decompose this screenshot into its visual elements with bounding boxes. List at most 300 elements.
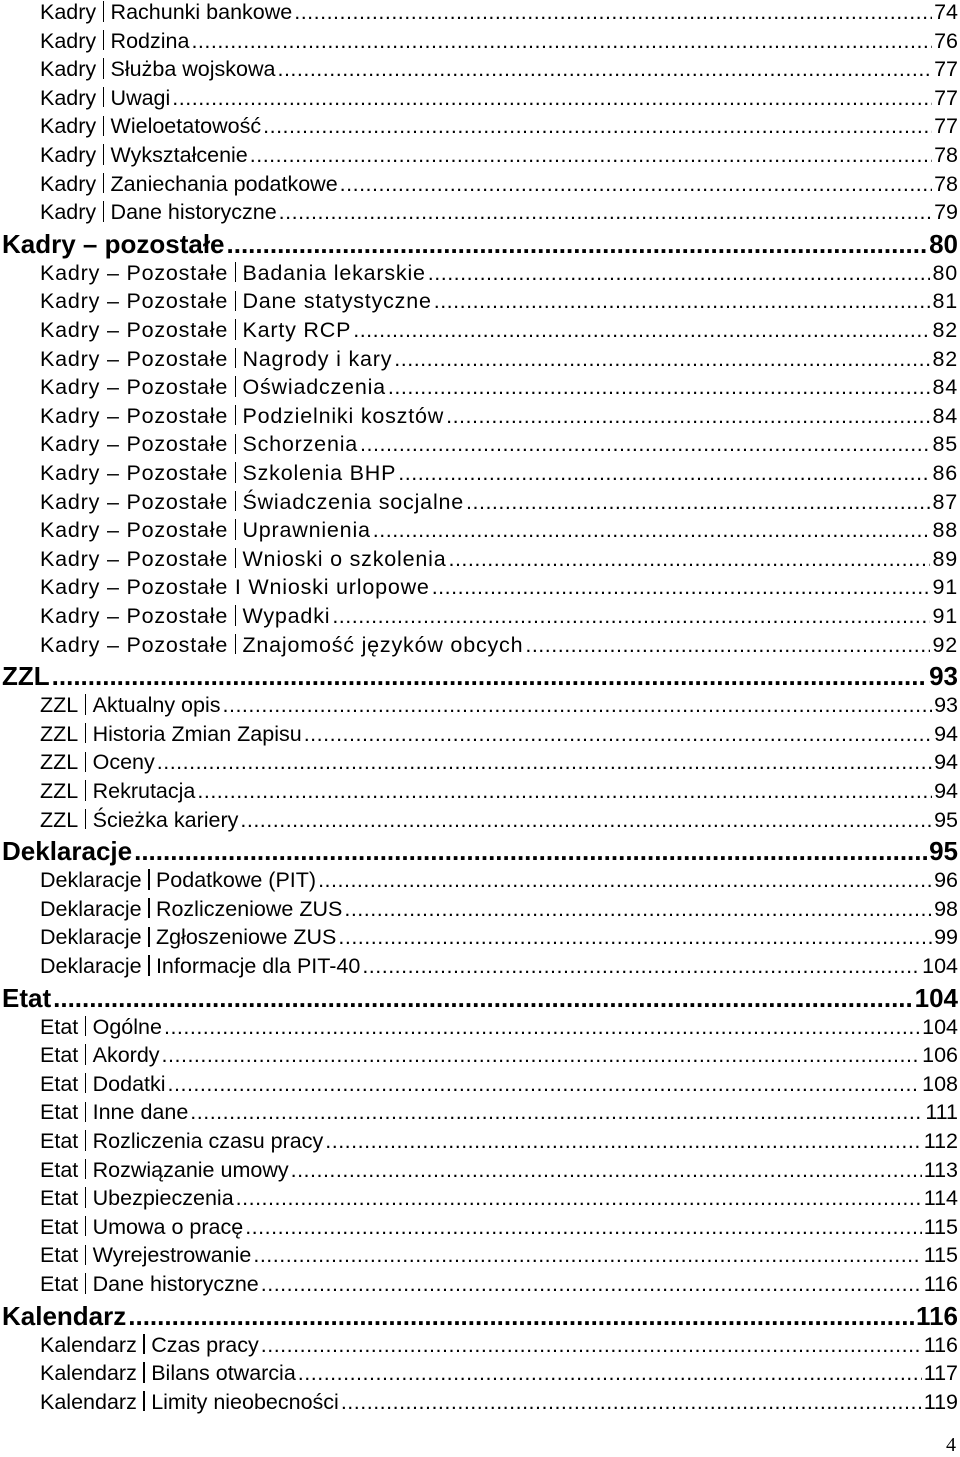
toc-page-number: 87 xyxy=(932,489,958,514)
toc-page-number: 91 xyxy=(932,575,958,600)
toc-page-number: 112 xyxy=(923,1129,958,1153)
toc-page-number: 84 xyxy=(932,403,958,428)
dot-leader xyxy=(344,897,932,922)
dot-leader xyxy=(448,547,930,572)
toc-page-number: 99 xyxy=(934,925,958,950)
toc-entry[interactable] xyxy=(40,633,958,661)
toc-entry-text: Ogólne xyxy=(92,1014,162,1039)
toc-entry[interactable] xyxy=(40,575,958,603)
toc-entry[interactable] xyxy=(40,868,958,896)
dot-leader xyxy=(240,808,932,833)
toc-entry-label xyxy=(40,897,342,922)
toc-page-number: 94 xyxy=(934,750,958,775)
toc-entry-text: Kadry – Pozostałe xyxy=(40,432,229,457)
toc-page-number: 106 xyxy=(922,1043,958,1068)
toc-entry[interactable] xyxy=(40,143,958,171)
toc-entry-label xyxy=(40,1333,259,1358)
toc-entry-text: Uprawnienia xyxy=(242,518,371,543)
toc-entry-text: Dodatki xyxy=(92,1071,166,1096)
separator-bar xyxy=(85,1216,87,1236)
toc-entry[interactable] xyxy=(40,289,958,317)
toc-entry-label xyxy=(40,633,523,658)
toc-entry-text: Rozliczenia czasu pracy xyxy=(92,1129,324,1153)
separator-bar xyxy=(85,1102,87,1122)
dot-leader xyxy=(304,722,932,747)
toc-entry[interactable] xyxy=(40,261,958,289)
toc-entry-label xyxy=(40,1072,166,1097)
toc-page-number: 80 xyxy=(929,228,958,259)
dot-leader xyxy=(245,1215,922,1240)
separator-bar xyxy=(143,1362,145,1382)
toc-page-number: 113 xyxy=(923,1157,958,1182)
dot-leader xyxy=(360,432,930,457)
toc-entry[interactable] xyxy=(40,1361,958,1389)
dot-leader xyxy=(223,693,933,718)
separator-bar xyxy=(235,434,237,454)
separator-bar xyxy=(235,262,237,282)
separator-bar xyxy=(235,376,237,396)
separator-bar xyxy=(235,405,237,425)
separator-bar xyxy=(85,752,87,772)
toc-page-number: 92 xyxy=(932,632,958,657)
dot-leader xyxy=(325,1129,921,1154)
toc-entry-label xyxy=(40,1043,160,1068)
toc-entry-label xyxy=(40,518,371,543)
toc-entry-text: Kadry xyxy=(40,0,97,24)
toc-entry-label xyxy=(40,1243,251,1268)
separator-bar xyxy=(148,898,150,918)
toc-entry-text: Etat xyxy=(40,1243,79,1268)
toc-entry-text: Oświadczenia xyxy=(242,375,386,400)
toc-entry-text: Kadry – Pozostałe xyxy=(40,375,229,400)
toc-entry-text: Umowa o pracę xyxy=(92,1214,244,1239)
dot-leader xyxy=(434,289,931,314)
toc-entry[interactable] xyxy=(40,1015,958,1043)
toc-entry-text: Etat xyxy=(2,982,52,1013)
separator-bar xyxy=(85,1044,87,1064)
dot-leader xyxy=(227,229,928,260)
toc-entry-text: Kadry – Pozostałe I Wnioski urlopowe xyxy=(40,575,430,600)
toc-entry-label xyxy=(40,432,358,457)
toc-entry-text: ZZL xyxy=(40,693,79,718)
toc-entry-text: ZZL xyxy=(40,750,79,775)
toc-entry[interactable] xyxy=(40,114,958,142)
toc-entry-text: Kadry – Pozostałe xyxy=(40,518,229,543)
toc-page-number: 94 xyxy=(934,721,958,746)
separator-bar xyxy=(103,116,105,136)
toc-entry[interactable] xyxy=(40,518,958,546)
dot-leader xyxy=(236,1186,922,1211)
toc-page-number: 93 xyxy=(934,693,958,718)
toc-entry-label xyxy=(40,693,221,718)
dot-leader xyxy=(157,750,932,775)
toc-page-number: 89 xyxy=(932,546,958,571)
dot-leader xyxy=(197,779,932,804)
toc-page-number: 91 xyxy=(932,604,958,628)
toc-entry-text: Deklaracje xyxy=(40,868,142,893)
dot-leader xyxy=(388,375,931,400)
separator-bar xyxy=(103,201,105,221)
toc-entry-text: Kadry xyxy=(40,28,97,53)
toc-entry-label xyxy=(40,808,238,833)
toc-entry-text: Kadry xyxy=(40,114,97,139)
toc-entry-label xyxy=(40,318,351,343)
toc-entry[interactable] xyxy=(40,404,958,432)
dot-leader xyxy=(294,0,932,25)
toc-entry-label xyxy=(40,1015,162,1040)
toc-entry-text: Deklaracje xyxy=(40,954,142,978)
toc-entry[interactable] xyxy=(40,1186,958,1214)
toc-entry-text: Inne dane xyxy=(92,1100,189,1125)
toc-entry-label xyxy=(40,547,446,572)
separator-bar xyxy=(103,87,105,107)
toc-entry[interactable] xyxy=(40,808,958,836)
toc-page-number: 104 xyxy=(914,982,958,1013)
toc-page-number: 79 xyxy=(934,200,958,225)
toc-page-number: 93 xyxy=(929,661,958,692)
toc-entry-label xyxy=(40,604,330,629)
separator-bar xyxy=(235,462,237,482)
toc-page-number: 95 xyxy=(929,836,958,867)
toc-page-number: 78 xyxy=(934,171,958,196)
toc-entry-text: Kalendarz xyxy=(40,1361,137,1386)
toc-entry-text: Wyrejestrowanie xyxy=(92,1243,252,1268)
toc-entry-text: Kadry – Pozostałe xyxy=(40,546,229,571)
separator-bar xyxy=(235,605,237,625)
separator-bar xyxy=(103,30,105,50)
dot-leader xyxy=(261,1272,922,1297)
separator-bar xyxy=(85,809,87,829)
toc-entry-text: Kadry xyxy=(40,85,97,110)
toc-entry[interactable] xyxy=(40,1043,958,1071)
toc-entry[interactable] xyxy=(40,1272,958,1300)
toc-entry-text: Bilans otwarcia xyxy=(151,1361,296,1386)
separator-bar xyxy=(85,1130,87,1150)
dot-leader xyxy=(162,1043,921,1068)
toc-entry[interactable] xyxy=(40,57,958,85)
separator-bar xyxy=(235,491,237,511)
toc-entry-label xyxy=(40,750,155,775)
dot-leader xyxy=(168,1072,921,1097)
toc-entry-text: Etat xyxy=(40,1071,79,1096)
toc-page-number: 77 xyxy=(934,85,958,110)
toc-entry-text: Nagrody i kary xyxy=(242,346,393,371)
toc-entry-text: Kadry – Pozostałe xyxy=(40,346,229,371)
toc-page-number: 116 xyxy=(923,1332,958,1357)
toc-entry-text: Świadczenia socjalne xyxy=(242,489,465,514)
toc-entry-text: Rachunki bankowe xyxy=(110,0,293,24)
toc-entry[interactable] xyxy=(40,461,958,489)
toc-entry[interactable] xyxy=(40,897,958,925)
toc-entry-label xyxy=(40,490,464,515)
dot-leader xyxy=(362,954,920,979)
toc-entry-text: Akordy xyxy=(92,1043,160,1068)
toc-entry-label xyxy=(40,1100,188,1125)
dot-leader xyxy=(298,1361,922,1386)
toc-entry[interactable] xyxy=(40,86,958,114)
toc-entry-text: Uwagi xyxy=(110,85,171,110)
separator-bar xyxy=(235,634,237,654)
toc-entry[interactable] xyxy=(40,750,958,778)
toc-entry-text: Etat xyxy=(40,1100,79,1125)
toc-entry-text: Czas pracy xyxy=(151,1332,259,1357)
toc-entry[interactable] xyxy=(40,1333,958,1361)
dot-leader xyxy=(250,143,932,168)
toc-entry-label xyxy=(40,143,248,168)
toc-entry-text: Zgłoszeniowe ZUS xyxy=(155,925,337,950)
toc-entry-label xyxy=(40,1129,323,1154)
dot-leader xyxy=(263,114,932,139)
toc-page-number: 85 xyxy=(932,432,958,457)
toc-entry[interactable] xyxy=(40,1129,958,1157)
separator-bar xyxy=(85,1273,87,1293)
toc-page-number: 77 xyxy=(934,57,958,82)
toc-entry[interactable] xyxy=(40,1390,958,1418)
dot-leader xyxy=(446,404,930,429)
toc-page-number: 98 xyxy=(934,896,958,921)
dot-leader xyxy=(52,661,927,692)
toc-entry-text: Ścieżka kariery xyxy=(92,807,239,832)
toc-entry-label xyxy=(40,1361,296,1386)
toc-page-number: 104 xyxy=(922,1014,958,1039)
toc-page-number: 114 xyxy=(923,1186,958,1211)
toc-entry-text: Wieloetatowość xyxy=(110,114,262,139)
toc-entry[interactable] xyxy=(40,1243,958,1271)
toc-entry-label xyxy=(2,661,50,692)
toc-entry-text: Informacje dla PIT-40 xyxy=(155,954,361,978)
toc-page-number: 80 xyxy=(932,260,958,285)
toc-entry-text: Etat xyxy=(40,1014,79,1039)
toc-entry-text: Kadry – Pozostałe xyxy=(40,632,229,657)
dot-leader xyxy=(279,200,932,225)
toc-section-entry[interactable] xyxy=(2,836,958,868)
toc-entry-label xyxy=(40,575,430,600)
toc-entry-label xyxy=(2,836,132,867)
toc-page-number: 84 xyxy=(932,375,958,400)
toc-entry-label xyxy=(2,1301,126,1332)
separator-bar xyxy=(148,955,150,975)
toc-entry-text: Służba wojskowa xyxy=(110,57,276,82)
separator-bar xyxy=(85,694,87,714)
dot-leader xyxy=(428,261,931,286)
separator-bar xyxy=(85,1187,87,1207)
toc-entry-text: Etat xyxy=(40,1157,79,1182)
separator-bar xyxy=(143,1334,145,1354)
toc-page-number: 78 xyxy=(934,143,958,167)
toc-entry-text: Karty RCP xyxy=(242,318,352,342)
toc-entry-text: Historia Zmian Zapisu xyxy=(92,721,302,746)
toc-entry[interactable] xyxy=(40,604,958,632)
dot-leader xyxy=(128,1301,914,1332)
toc-section-entry[interactable] xyxy=(2,983,958,1015)
toc-entry-text: Wykształcenie xyxy=(110,143,248,167)
dot-leader xyxy=(172,86,932,111)
dot-leader xyxy=(353,318,930,343)
toc-page-number: 88 xyxy=(932,518,958,543)
toc-entry-text: Kadry – Pozostałe xyxy=(40,318,229,342)
toc-entry-text: Kadry – Pozostałe xyxy=(40,604,229,628)
toc-entry-text: Kalendarz xyxy=(40,1332,137,1357)
toc-page-number: 104 xyxy=(922,954,958,978)
toc-entry-text: Kadry xyxy=(40,57,97,82)
toc-page-number: 95 xyxy=(934,807,958,832)
dot-leader xyxy=(466,490,930,515)
toc-entry-label xyxy=(40,954,360,979)
toc-entry-label xyxy=(40,1158,289,1183)
toc-entry[interactable] xyxy=(40,200,958,228)
dot-leader xyxy=(525,633,930,658)
toc-entry[interactable] xyxy=(40,1072,958,1100)
toc-entry-label xyxy=(40,57,275,82)
toc-entry[interactable] xyxy=(40,490,958,518)
toc-entry-label xyxy=(2,229,225,260)
toc-entry[interactable] xyxy=(40,172,958,200)
dot-leader xyxy=(318,868,932,893)
toc-entry-text: Deklaracje xyxy=(40,896,142,921)
dot-leader xyxy=(291,1158,922,1183)
toc-entry[interactable] xyxy=(40,1215,958,1243)
toc-page-number: 116 xyxy=(916,1300,958,1331)
separator-bar xyxy=(143,1391,145,1411)
toc-entry-text: Wnioski o szkolenia xyxy=(242,546,447,571)
toc-entry-text: Podatkowe (PIT) xyxy=(155,868,317,893)
toc-entry-text: ZZL xyxy=(40,721,79,746)
dot-leader xyxy=(398,461,930,486)
toc-entry[interactable] xyxy=(40,318,958,346)
toc-entry-text: Zaniechania podatkowe xyxy=(110,171,338,196)
dot-leader xyxy=(253,1243,921,1268)
toc-entry-text: Podzielniki kosztów xyxy=(242,403,445,428)
toc-entry-text: Limity nieobecności xyxy=(151,1389,339,1414)
toc-entry[interactable] xyxy=(40,347,958,375)
toc-entry-text: Etat xyxy=(40,1272,79,1296)
toc-entry-label xyxy=(40,1390,339,1415)
toc-entry-label xyxy=(40,1186,234,1211)
toc-page-number: 116 xyxy=(923,1272,958,1296)
toc-entry[interactable] xyxy=(40,779,958,807)
toc-entry[interactable] xyxy=(40,432,958,460)
toc-entry-text: Etat xyxy=(40,1043,79,1068)
toc-entry-label xyxy=(40,375,386,400)
separator-bar xyxy=(85,1245,87,1265)
toc-entry-text: Rodzina xyxy=(110,28,190,53)
dot-leader xyxy=(190,1100,923,1125)
toc-entry-label xyxy=(40,114,261,139)
toc-entry-label xyxy=(40,172,338,197)
toc-entry-text: ZZL xyxy=(40,807,79,832)
toc-entry-label xyxy=(40,347,392,372)
separator-bar xyxy=(85,1159,87,1179)
separator-bar xyxy=(103,173,105,193)
toc-section-entry[interactable] xyxy=(2,1301,958,1333)
separator-bar xyxy=(148,869,150,889)
toc-page-number: 86 xyxy=(932,461,958,485)
toc-entry-label xyxy=(40,868,316,893)
separator-bar xyxy=(235,519,237,539)
toc-entry[interactable] xyxy=(40,954,958,982)
toc-entry[interactable] xyxy=(40,1158,958,1186)
separator-bar xyxy=(85,780,87,800)
separator-bar xyxy=(103,144,105,164)
toc-entry[interactable] xyxy=(40,1100,958,1128)
toc-entry-text: Deklaracje xyxy=(2,836,133,867)
separator-bar xyxy=(235,291,237,311)
toc-page-number: 82 xyxy=(932,346,958,371)
toc-entry-label xyxy=(40,200,277,225)
toc-entry-label xyxy=(40,722,302,747)
toc-entry[interactable] xyxy=(40,29,958,57)
toc-entry-text: Badania lekarskie xyxy=(242,260,426,285)
toc-entry-text: Oceny xyxy=(92,750,155,775)
toc-page-number: 115 xyxy=(923,1214,958,1239)
dot-leader xyxy=(340,172,932,197)
toc-entry-text: Dane historyczne xyxy=(110,200,277,225)
toc-entry-label xyxy=(40,1272,259,1297)
toc-entry-text: Szkolenia BHP xyxy=(242,461,397,485)
dot-leader xyxy=(261,1333,922,1358)
toc-entry-label xyxy=(40,779,195,804)
toc-entry-label xyxy=(40,1215,243,1240)
toc-entry-text: Etat xyxy=(40,1186,79,1211)
toc-entry[interactable] xyxy=(40,722,958,750)
dot-leader xyxy=(277,57,932,82)
dot-leader xyxy=(432,575,931,600)
toc-entry-text: Schorzenia xyxy=(242,432,359,457)
toc-entry-text: Kadry – Pozostałe xyxy=(40,489,229,514)
dot-leader xyxy=(134,836,927,867)
toc-entry[interactable] xyxy=(40,693,958,721)
toc-entry-label xyxy=(40,29,189,54)
separator-bar xyxy=(235,348,237,368)
toc-entry-text: Deklaracje xyxy=(40,925,142,950)
dot-leader xyxy=(53,983,912,1014)
toc-entry-label xyxy=(40,261,426,286)
toc-entry-text: Kadry xyxy=(40,143,97,167)
toc-page-number: 74 xyxy=(934,0,958,24)
toc-section-entry[interactable] xyxy=(2,229,958,261)
toc-page-number: 76 xyxy=(934,28,958,53)
toc-page-number: 119 xyxy=(923,1389,958,1414)
toc-entry-text: Kadry – Pozostałe xyxy=(40,403,229,428)
toc-entry-text: Kadry xyxy=(40,200,97,225)
toc-page-number: 111 xyxy=(925,1100,958,1125)
toc-page-number: 81 xyxy=(932,289,958,314)
toc-entry-text: Dane statystyczne xyxy=(242,289,432,314)
separator-bar xyxy=(235,319,237,339)
separator-bar xyxy=(103,58,105,78)
toc-entry[interactable] xyxy=(40,547,958,575)
dot-leader xyxy=(373,518,931,543)
toc-entry-text: Dane historyczne xyxy=(92,1272,259,1296)
separator-bar xyxy=(235,548,237,568)
toc-entry-text: Kalendarz xyxy=(40,1389,137,1414)
dot-leader xyxy=(332,604,930,629)
toc-entry[interactable] xyxy=(40,0,958,28)
toc-page-number: 82 xyxy=(932,318,958,342)
toc-page-number: 115 xyxy=(923,1243,958,1268)
toc-entry-label xyxy=(40,289,432,314)
toc-entry-text: Ubezpieczenia xyxy=(92,1186,234,1211)
dot-leader xyxy=(338,925,932,950)
toc-entry-label xyxy=(40,86,170,111)
toc-entry[interactable] xyxy=(40,375,958,403)
toc-section-entry[interactable] xyxy=(2,661,958,693)
toc-entry[interactable] xyxy=(40,925,958,953)
toc-page-number: 96 xyxy=(934,868,958,893)
toc-entry-text: Rozliczeniowe ZUS xyxy=(155,896,343,921)
separator-bar xyxy=(148,927,150,947)
toc-entry-text: Etat xyxy=(40,1129,79,1153)
